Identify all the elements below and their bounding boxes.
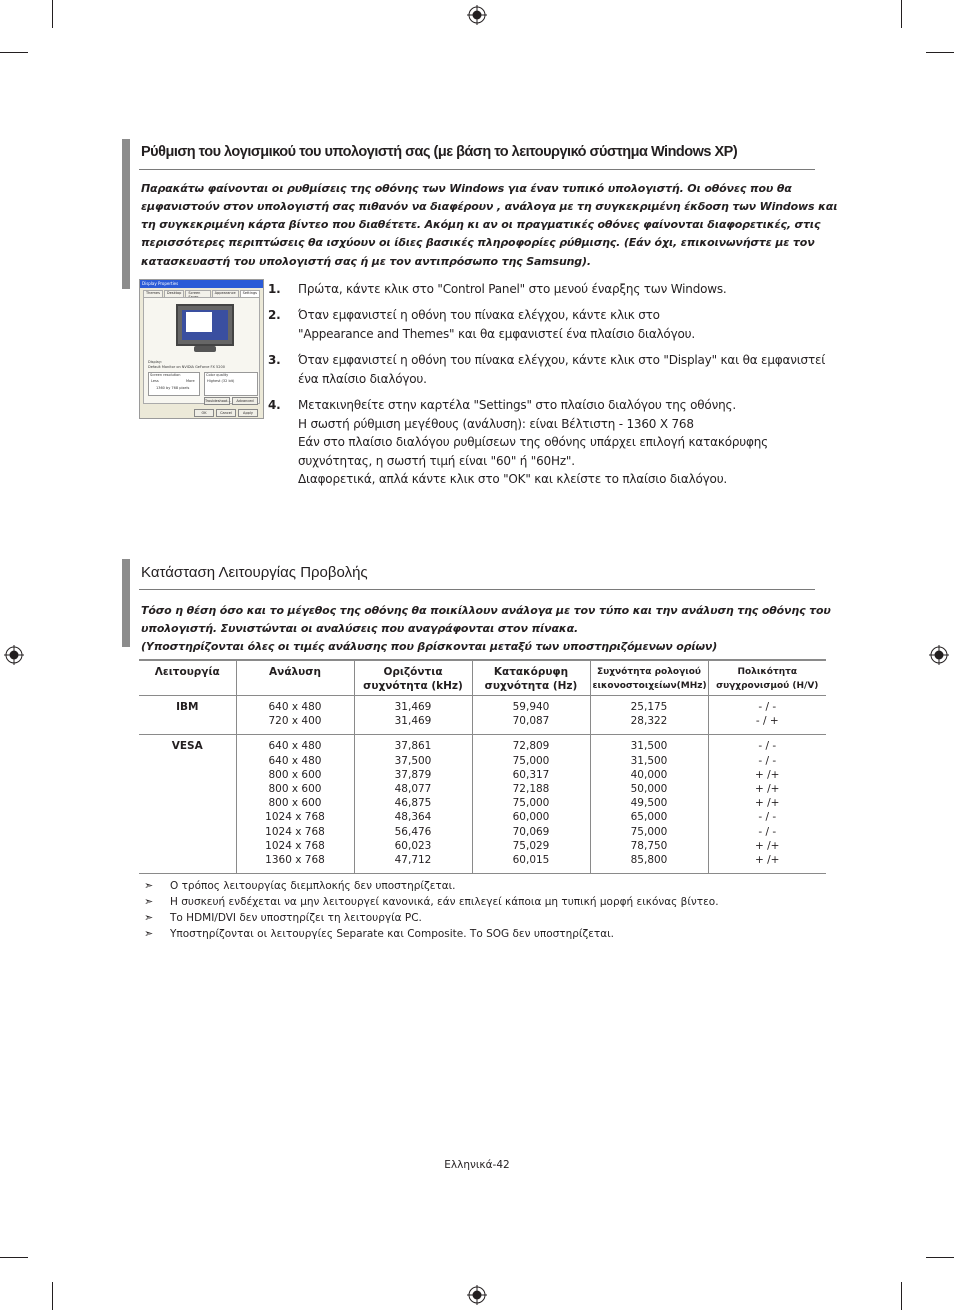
registration-mark-icon: [4, 645, 24, 665]
registration-mark-icon: [467, 1285, 487, 1305]
intro-line: περισσότερες περιπτώσεις θα ισχύουν οι ίδιες βασικές πληροφορίες ρύθμισης. (Εάν όχι, επικοινωνήστε με τον: [141, 236, 815, 249]
cell-mode: IBM: [139, 696, 236, 735]
cell-value: 48,077: [394, 783, 432, 796]
cell-value: 60,317: [512, 768, 550, 781]
cell-value: 1024 x 768: [265, 811, 325, 824]
tab-themes: Themes: [143, 290, 163, 300]
cell-value: - / -: [758, 754, 777, 767]
crop-mark: [926, 52, 954, 53]
cell-h-freq: [354, 696, 472, 735]
cell-value: 720 x 400: [268, 715, 322, 728]
cell-value: 59,940: [512, 701, 550, 713]
step-number: 1.: [268, 282, 281, 296]
note-arrow-icon: ➣: [144, 895, 154, 908]
cell-value: 31,469: [394, 701, 432, 713]
intro-line: (Υποστηρίζονται όλες οι τιμές ανάλυσης που βρίσκονται μεταξύ των υποστηριζόμενων ορίων): [141, 640, 718, 653]
cell-v-freq: [472, 735, 590, 874]
registration-mark-icon: [467, 5, 487, 25]
resolution-label: Screen resolution: [150, 373, 181, 377]
section-rule: [139, 169, 815, 170]
table-row: [139, 696, 826, 735]
cell-resolution: [236, 735, 354, 874]
cell-value: 31,469: [394, 715, 432, 728]
advanced-button: Advanced: [232, 397, 258, 405]
note-text: Το HDMI/DVI δεν υποστηρίζει τη λειτουργία PC.: [170, 912, 422, 924]
step-number: 3.: [268, 353, 281, 367]
cell-value: 37,500: [394, 754, 432, 767]
header-h-freq: [354, 660, 472, 696]
cell-value: 40,000: [630, 768, 668, 781]
header-line: συχνότητα (Hz): [484, 680, 578, 692]
section-bar: [122, 139, 130, 289]
crop-mark: [0, 52, 28, 53]
step-line: Πρώτα, κάντε κλικ στο "Control Panel" στο μενού έναρξης των Windows.: [298, 282, 727, 296]
intro-line: υπολογιστή. Συνιστώνται οι αναλύσεις που αναγράφονται στον πίνακα.: [141, 622, 579, 635]
cell-value: 60,023: [394, 839, 432, 852]
header-line: Συχνότητα ρολογιού: [597, 667, 701, 677]
step-line: Μετακινηθείτε στην καρτέλα "Settings" στο πλαίσιο διαλόγου της οθόνης.: [298, 398, 736, 412]
crop-mark: [901, 1282, 902, 1310]
header-line: Πολικότητα: [737, 667, 798, 677]
note-item: [144, 927, 614, 941]
note-item: [144, 911, 422, 925]
cell-value: - / -: [758, 811, 777, 824]
cell-value: 640 x 480: [268, 701, 322, 713]
registration-mark-icon: [929, 645, 949, 665]
cell-value: 72,188: [512, 783, 550, 796]
display-modes-table: [139, 659, 826, 874]
cell-v-freq: [472, 696, 590, 735]
crop-mark: [926, 1257, 954, 1258]
cell-value: 1024 x 768: [265, 825, 325, 838]
step-line: Όταν εμφανιστεί η οθόνη του πίνακα ελέγχου, κάντε κλικ στο "Display" και θα εμφανιστεί: [298, 353, 826, 367]
resolution-less: Less: [151, 379, 159, 383]
cell-value: 31,500: [630, 740, 668, 753]
cell-value: 72,809: [512, 740, 550, 753]
cell-value: 75,000: [630, 825, 668, 838]
header-line: Κατακόρυφη: [493, 666, 569, 678]
cell-value: 70,087: [512, 715, 550, 728]
display-properties-screenshot: [139, 279, 264, 419]
settings-pane: [143, 297, 260, 404]
header-polarity: [708, 660, 826, 696]
section-bar: [122, 559, 130, 647]
cell-value: 49,500: [630, 797, 668, 810]
monitor-icon: [176, 304, 234, 346]
crop-mark: [901, 0, 902, 28]
cell-value: 46,875: [394, 797, 432, 810]
cell-value: 48,364: [394, 811, 432, 824]
cell-value: - / -: [758, 825, 777, 838]
cell-value: 75,000: [512, 754, 550, 767]
cell-value: 31,500: [630, 754, 668, 767]
intro-line: κατασκευαστή του υπολογιστή σας ή με τον αντιπρόσωπο της Samsung).: [141, 255, 591, 268]
cell-value: 800 x 600: [268, 768, 322, 781]
cell-value: 28,322: [630, 715, 668, 728]
step-body: [298, 280, 818, 299]
note-text: Υποστηρίζονται οι λειτουργίες Separate και Composite. Το SOG δεν υποστηρίζεται.: [170, 928, 615, 940]
cell-value: 800 x 600: [268, 797, 322, 810]
cell-value: 50,000: [630, 783, 668, 796]
page-number: Ελληνικά-42: [444, 1159, 510, 1171]
cell-value: + /+: [755, 768, 780, 781]
header-resolution: [236, 660, 354, 696]
step-number: 4.: [268, 398, 281, 412]
tab-screen-saver: Screen: [185, 290, 210, 300]
window-title: Display Properties: [142, 281, 179, 286]
step-body: [298, 351, 826, 388]
cell-value: 70,069: [512, 825, 550, 838]
cell-value: 640 x 480: [268, 754, 322, 767]
cell-value: 65,000: [630, 811, 668, 824]
intro-line: Παρακάτω φαίνονται οι ρυθμίσεις της οθόνης των Windows για έναν τυπικό υπολογιστή. Οι οθόνες που θα: [141, 182, 792, 195]
section-title: Ρύθμιση του λογισμικού του υπολογιστή σας (με βάση το λειτουργικό σύστημα Windows XP): [141, 144, 738, 160]
header-line: Οριζόντια: [383, 666, 443, 678]
cell-value: 75,000: [512, 797, 550, 810]
tab-settings: Settings: [240, 290, 260, 300]
cell-h-freq: [354, 735, 472, 874]
step-line: Διαφορετικά, απλά κάντε κλικ στο "OK" και κλείστε το πλαίσιο διαλόγου.: [298, 472, 728, 486]
note-text: Η συσκευή ενδέχεται να μην λειτουργεί κανονικά, εάν επιλεγεί κάποια μη τυπική μορφή εικόνας βίντεο.: [170, 896, 719, 908]
cell-value: 37,879: [394, 768, 432, 781]
header-mode: [139, 660, 236, 696]
quality-value: Highest (32 bit): [207, 379, 235, 383]
cell-value: 37,861: [394, 740, 432, 753]
step-body: [298, 396, 818, 489]
cell-value: 47,712: [394, 854, 432, 867]
cancel-button: Cancel: [216, 409, 236, 417]
note-arrow-icon: ➣: [144, 879, 154, 892]
header-line: συγχρονισμού (H/V): [716, 681, 819, 691]
cell-value: 60,000: [512, 811, 550, 824]
note-item: [144, 879, 456, 893]
crop-mark: [0, 1257, 28, 1258]
step-number: 2.: [268, 308, 281, 322]
cell-polarity: [708, 735, 826, 874]
cell-value: - / +: [755, 715, 779, 728]
ok-button: OK: [194, 409, 214, 417]
cell-polarity: [708, 696, 826, 735]
header-pixel-clock: [590, 660, 708, 696]
cell-value: 56,476: [394, 825, 432, 838]
monitor-stand: [194, 346, 216, 352]
header-line: εικονοστοιχείων(MHz): [592, 681, 707, 691]
table-row: [139, 735, 826, 874]
section-title: Κατάσταση Λειτουργίας Προβολής: [141, 564, 368, 581]
step-line: Η σωστή ρύθμιση μεγέθους (ανάλυση): είναι Βέλτιστη - 1360 X 768: [298, 416, 694, 431]
cell-value: - / -: [758, 740, 777, 753]
troubleshoot-button: Troubleshoot...: [205, 399, 231, 403]
note-text: Ο τρόπος λειτουργίας διεμπλοκής δεν υποστηρίζεται.: [170, 880, 456, 892]
section-rule: [139, 589, 815, 590]
resolution-value: 1360 by 768 pixels: [156, 386, 190, 390]
step-line: Εάν στο πλαίσιο διαλόγου ρυθμίσεων της οθόνης υπάρχει επιλογή κατακόρυφης: [298, 435, 768, 449]
step-line: "Appearance and Themes" και θα εμφανιστεί ένα πλαίσιο διαλόγου.: [298, 326, 695, 341]
cell-value: 1024 x 768: [265, 839, 325, 852]
tab-desktop: Desktop: [164, 290, 184, 300]
cell-value: - / -: [758, 701, 777, 713]
cell-value: 25,175: [630, 701, 668, 713]
apply-button: Apply: [238, 409, 258, 417]
tab-appearance: Appearance: [212, 290, 239, 300]
cell-value: + /+: [755, 854, 780, 867]
cell-value: 75,029: [512, 839, 550, 852]
step-line: ένα πλαίσιο διαλόγου.: [298, 371, 427, 386]
cell-value: 85,800: [630, 854, 668, 867]
cell-pixel-clock: [590, 696, 708, 735]
header-v-freq: [472, 660, 590, 696]
quality-label: Color quality: [206, 373, 229, 377]
cell-value: 78,750: [630, 839, 668, 852]
note-arrow-icon: ➣: [144, 927, 154, 940]
note-item: [144, 895, 719, 909]
crop-mark: [52, 0, 53, 28]
cell-value: 640 x 480: [268, 740, 322, 753]
display-label: Display:: [148, 360, 162, 364]
cell-value: 800 x 600: [268, 783, 322, 796]
table-header-row: [139, 660, 826, 696]
note-arrow-icon: ➣: [144, 911, 154, 924]
crop-mark: [52, 1282, 53, 1310]
intro-line: Τόσο η θέση όσο και το μέγεθος της οθόνης θα ποικίλλουν ανάλογα με τον τύπο και την ανάλυση της οθόνης του: [141, 604, 831, 617]
header-line: Λειτουργία: [154, 666, 220, 678]
cell-value: + /+: [755, 839, 780, 852]
header-line: συχνότητα (kHz): [363, 680, 463, 692]
cell-value: 1360 x 768: [265, 854, 325, 867]
step-line: Όταν εμφανιστεί η οθόνη του πίνακα ελέγχου, κάντε κλικ στο: [298, 308, 660, 322]
cell-pixel-clock: [590, 735, 708, 874]
cell-value: + /+: [755, 797, 780, 810]
step-line: συχνότητας, η σωστή τιμή είναι "60" ή "60Hz".: [298, 453, 575, 468]
intro-line: εμφανιστούν στον υπολογιστή σας πιθανόν να διαφέρουν , ανάλογα με τη συγκεκριμένη έκδοση των Windows και: [141, 200, 838, 213]
step-body: [298, 306, 818, 343]
cell-mode: VESA: [139, 735, 236, 874]
resolution-more: More: [186, 379, 195, 383]
cell-value: 60,015: [512, 854, 550, 867]
window-titlebar: [140, 280, 263, 288]
cell-value: + /+: [755, 783, 780, 796]
cell-resolution: [236, 696, 354, 735]
intro-line: τη συγκεκριμένη κάρτα βίντεο που διαθέτετε. Ακόμη κι αν οι πραγματικές οθόνες φαίνονται διαφορετικές, στις: [141, 218, 821, 231]
display-value: Default Monitor on NVIDIA GeForce FX 5200: [148, 365, 225, 369]
header-line: Ανάλυση: [269, 666, 321, 678]
